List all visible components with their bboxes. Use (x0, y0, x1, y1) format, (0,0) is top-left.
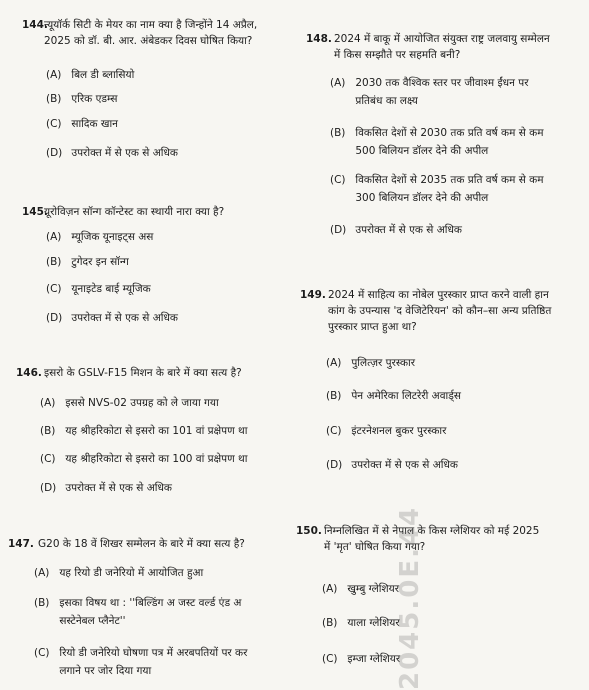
option-b: (B) याला ग्लेशियर (322, 617, 400, 629)
question-text: निम्नलिखित में से नेपाल के किस ग्लेशियर को मई 2025 (324, 525, 540, 537)
question-text: पुरस्कार प्राप्त हुआ था? (328, 321, 417, 333)
question-text: न्यूयॉर्क सिटी के मेयर का नाम क्या है जिन्होंने 14 अप्रैल, (44, 19, 258, 31)
question-text: यूरोविज़न सॉन्ग कॉन्टेस्ट का स्थायी नारा क्या है? (44, 206, 225, 218)
question-text: 2024 में बाकू में आयोजित संयुक्त राष्ट्र जलवायु सम्मेलन (334, 33, 550, 45)
option-c: (C) यूनाइटेड बाई म्यूजिक (46, 283, 151, 295)
option-c: (C) सादिक खान (46, 118, 118, 130)
option-a: (A) पुलित्ज़र पुरस्कार (326, 357, 416, 369)
option-a: (A) खुम्बु ग्लेशियर (322, 583, 399, 595)
option-c: (C) यह श्रीहरिकोटा से इसरो का 100 वां प्रक्षेपण था (40, 453, 248, 465)
question-text: में किस सम्झौते पर सहमति बनी? (334, 49, 461, 61)
option-a: (A) 2030 तक वैश्विक स्तर पर जीवाश्म ईंधन पर (330, 77, 529, 89)
option-a: (A) बिल डी ब्लासियो (46, 69, 135, 81)
option-c: (C) रियो डी जनेरियो घोषणा पत्र में अरबपतियों पर कर (34, 647, 248, 659)
option-c-cont: लगाने पर जोर दिया गया (59, 665, 152, 677)
option-b: (B) यह श्रीहरिकोटा से इसरो का 101 वां प्रक्षेपण था (40, 425, 248, 437)
option-b-cont: सस्टेनेबल प्लैनेट'' (59, 615, 126, 627)
question-text: 2025 को डॉ. बी. आर. अंबेडकर दिवस घोषित किया? (44, 35, 253, 47)
option-c-cont: 300 बिलियन डॉलर देने की अपील (355, 192, 489, 204)
question-text: G20 के 18 वें शिखर सम्मेलन के बारे में क्या सत्य है? (38, 538, 245, 550)
question-text: इसरो के GSLV-F15 मिशन के बारे में क्या सत्य है? (44, 367, 242, 379)
option-b: (B) विकसित देशों से 2030 तक प्रति वर्ष कम से कम (330, 127, 544, 139)
option-b: (B) पेन अमेरिका लिटरेरी अवार्ड्स (326, 390, 461, 402)
option-c: (C) इम्जा ग्लेशियर (322, 653, 401, 665)
question-number: 144. (22, 19, 48, 31)
question-number: 146. (16, 367, 42, 379)
option-a-cont: प्रतिबंध का लक्ष्य (355, 95, 418, 107)
question-number: 145. (22, 206, 48, 218)
question-number: 149. (300, 289, 326, 301)
option-a: (A) म्यूजिक यूनाइट्स अस (46, 231, 154, 243)
option-d: (D) उपरोक्त में से एक से अधिक (330, 224, 462, 236)
option-b-cont: 500 बिलियन डॉलर देने की अपील (355, 145, 489, 157)
option-d: (D) उपरोक्त में से एक से अधिक (40, 482, 172, 494)
option-b: (B) एरिक एडम्स (46, 93, 118, 105)
option-d: (D) उपरोक्त में से एक से अधिक (326, 459, 458, 471)
option-b: (B) टुगेदर इन सॉन्ग (46, 256, 129, 268)
question-number: 147. (8, 538, 34, 550)
question-text: में 'मृत' घोषित किया गया? (324, 541, 426, 553)
question-text: कांग के उपन्यास 'द वेजिटेरियन' को कौन–सा अन्य प्रतिष्ठित (328, 305, 552, 317)
option-c: (C) विकसित देशों से 2035 तक प्रति वर्ष कम से कम (330, 174, 544, 186)
question-number: 148. (306, 33, 332, 45)
option-a: (A) इससे NVS-02 उपग्रह को ले जाया गया (40, 397, 219, 409)
question-number: 150. (296, 525, 322, 537)
option-d: (D) उपरोक्त में से एक से अधिक (46, 312, 178, 324)
question-text: 2024 में साहित्य का नोबेल पुरस्कार प्राप्त करने वाली हान (328, 289, 549, 301)
option-c: (C) इंटरनेशनल बुकर पुरस्कार (326, 425, 447, 437)
watermark: 2045.0E.44 (395, 505, 425, 690)
option-a: (A) यह रियो डी जनेरियो में आयोजित हुआ (34, 567, 204, 579)
option-d: (D) उपरोक्त में से एक से अधिक (46, 147, 178, 159)
option-b: (B) इसका विषय था : ''बिल्डिंग अ जस्ट वर्ल्ड एंड अ (34, 597, 242, 609)
